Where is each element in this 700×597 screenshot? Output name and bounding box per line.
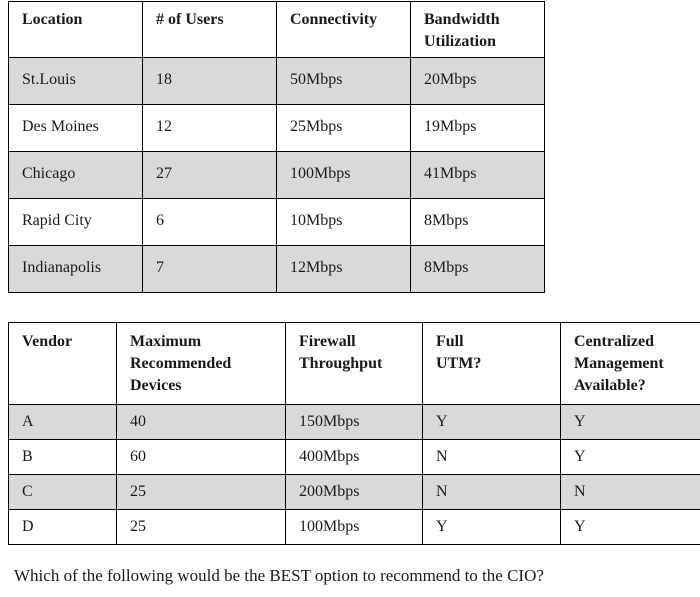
table-cell: 150Mbps (286, 405, 423, 440)
table-cell: Chicago (9, 152, 143, 199)
table-row (9, 58, 545, 105)
table-cell: N (423, 440, 561, 475)
table-cell: 25 (117, 475, 286, 510)
table-cell: Y (423, 405, 561, 440)
table-cell: Y (561, 405, 700, 440)
table-cell: 200Mbps (286, 475, 423, 510)
table-cell: N (423, 475, 561, 510)
table-row (9, 246, 545, 293)
table-cell: 100Mbps (286, 510, 423, 545)
column-header: Location (9, 2, 143, 58)
column-header: Centralized Management Available? (561, 323, 700, 405)
table-cell: 7 (143, 246, 277, 293)
table-cell: 10Mbps (277, 199, 411, 246)
table-cell: 8Mbps (411, 199, 545, 246)
table-cell: 400Mbps (286, 440, 423, 475)
column-header: Bandwidth Utilization (411, 2, 545, 58)
table-cell: 12Mbps (277, 246, 411, 293)
table-cell: 60 (117, 440, 286, 475)
table-cell: Y (561, 510, 700, 545)
table-cell: D (9, 510, 117, 545)
table-cell: 25 (117, 510, 286, 545)
table-cell: Y (423, 510, 561, 545)
table-cell: A (9, 405, 117, 440)
vendor-table (8, 322, 700, 545)
table-cell: N (561, 475, 700, 510)
table-cell: 25Mbps (277, 105, 411, 152)
table-cell: 100Mbps (277, 152, 411, 199)
table-row (9, 475, 700, 510)
table-cell: 12 (143, 105, 277, 152)
table-cell: 6 (143, 199, 277, 246)
column-header: Connectivity (277, 2, 411, 58)
table-cell: 19Mbps (411, 105, 545, 152)
table-row (9, 510, 700, 545)
table-cell: 20Mbps (411, 58, 545, 105)
column-header: Firewall Throughput (286, 323, 423, 405)
table-row (9, 105, 545, 152)
table-cell: 50Mbps (277, 58, 411, 105)
table-cell: Y (561, 440, 700, 475)
table-row (9, 405, 700, 440)
table-header-row (9, 2, 545, 58)
table-cell: C (9, 475, 117, 510)
location-table (8, 1, 545, 293)
table-cell: 40 (117, 405, 286, 440)
table-cell: Indianapolis (9, 246, 143, 293)
table-cell: 18 (143, 58, 277, 105)
column-header: # of Users (143, 2, 277, 58)
table-cell: 27 (143, 152, 277, 199)
column-header: Vendor (9, 323, 117, 405)
table-row (9, 199, 545, 246)
table-cell: Rapid City (9, 199, 143, 246)
table-row (9, 152, 545, 199)
table-cell: Des Moines (9, 105, 143, 152)
table-cell: St.Louis (9, 58, 143, 105)
column-header: Full UTM? (423, 323, 561, 405)
question-text: Which of the following would be the BEST option to recommend to the CIO? (14, 566, 544, 585)
table-header-row (9, 323, 700, 405)
table-row (9, 440, 700, 475)
table-cell: 8Mbps (411, 246, 545, 293)
table-cell: B (9, 440, 117, 475)
column-header: Maximum Recommended Devices (117, 323, 286, 405)
table-cell: 41Mbps (411, 152, 545, 199)
